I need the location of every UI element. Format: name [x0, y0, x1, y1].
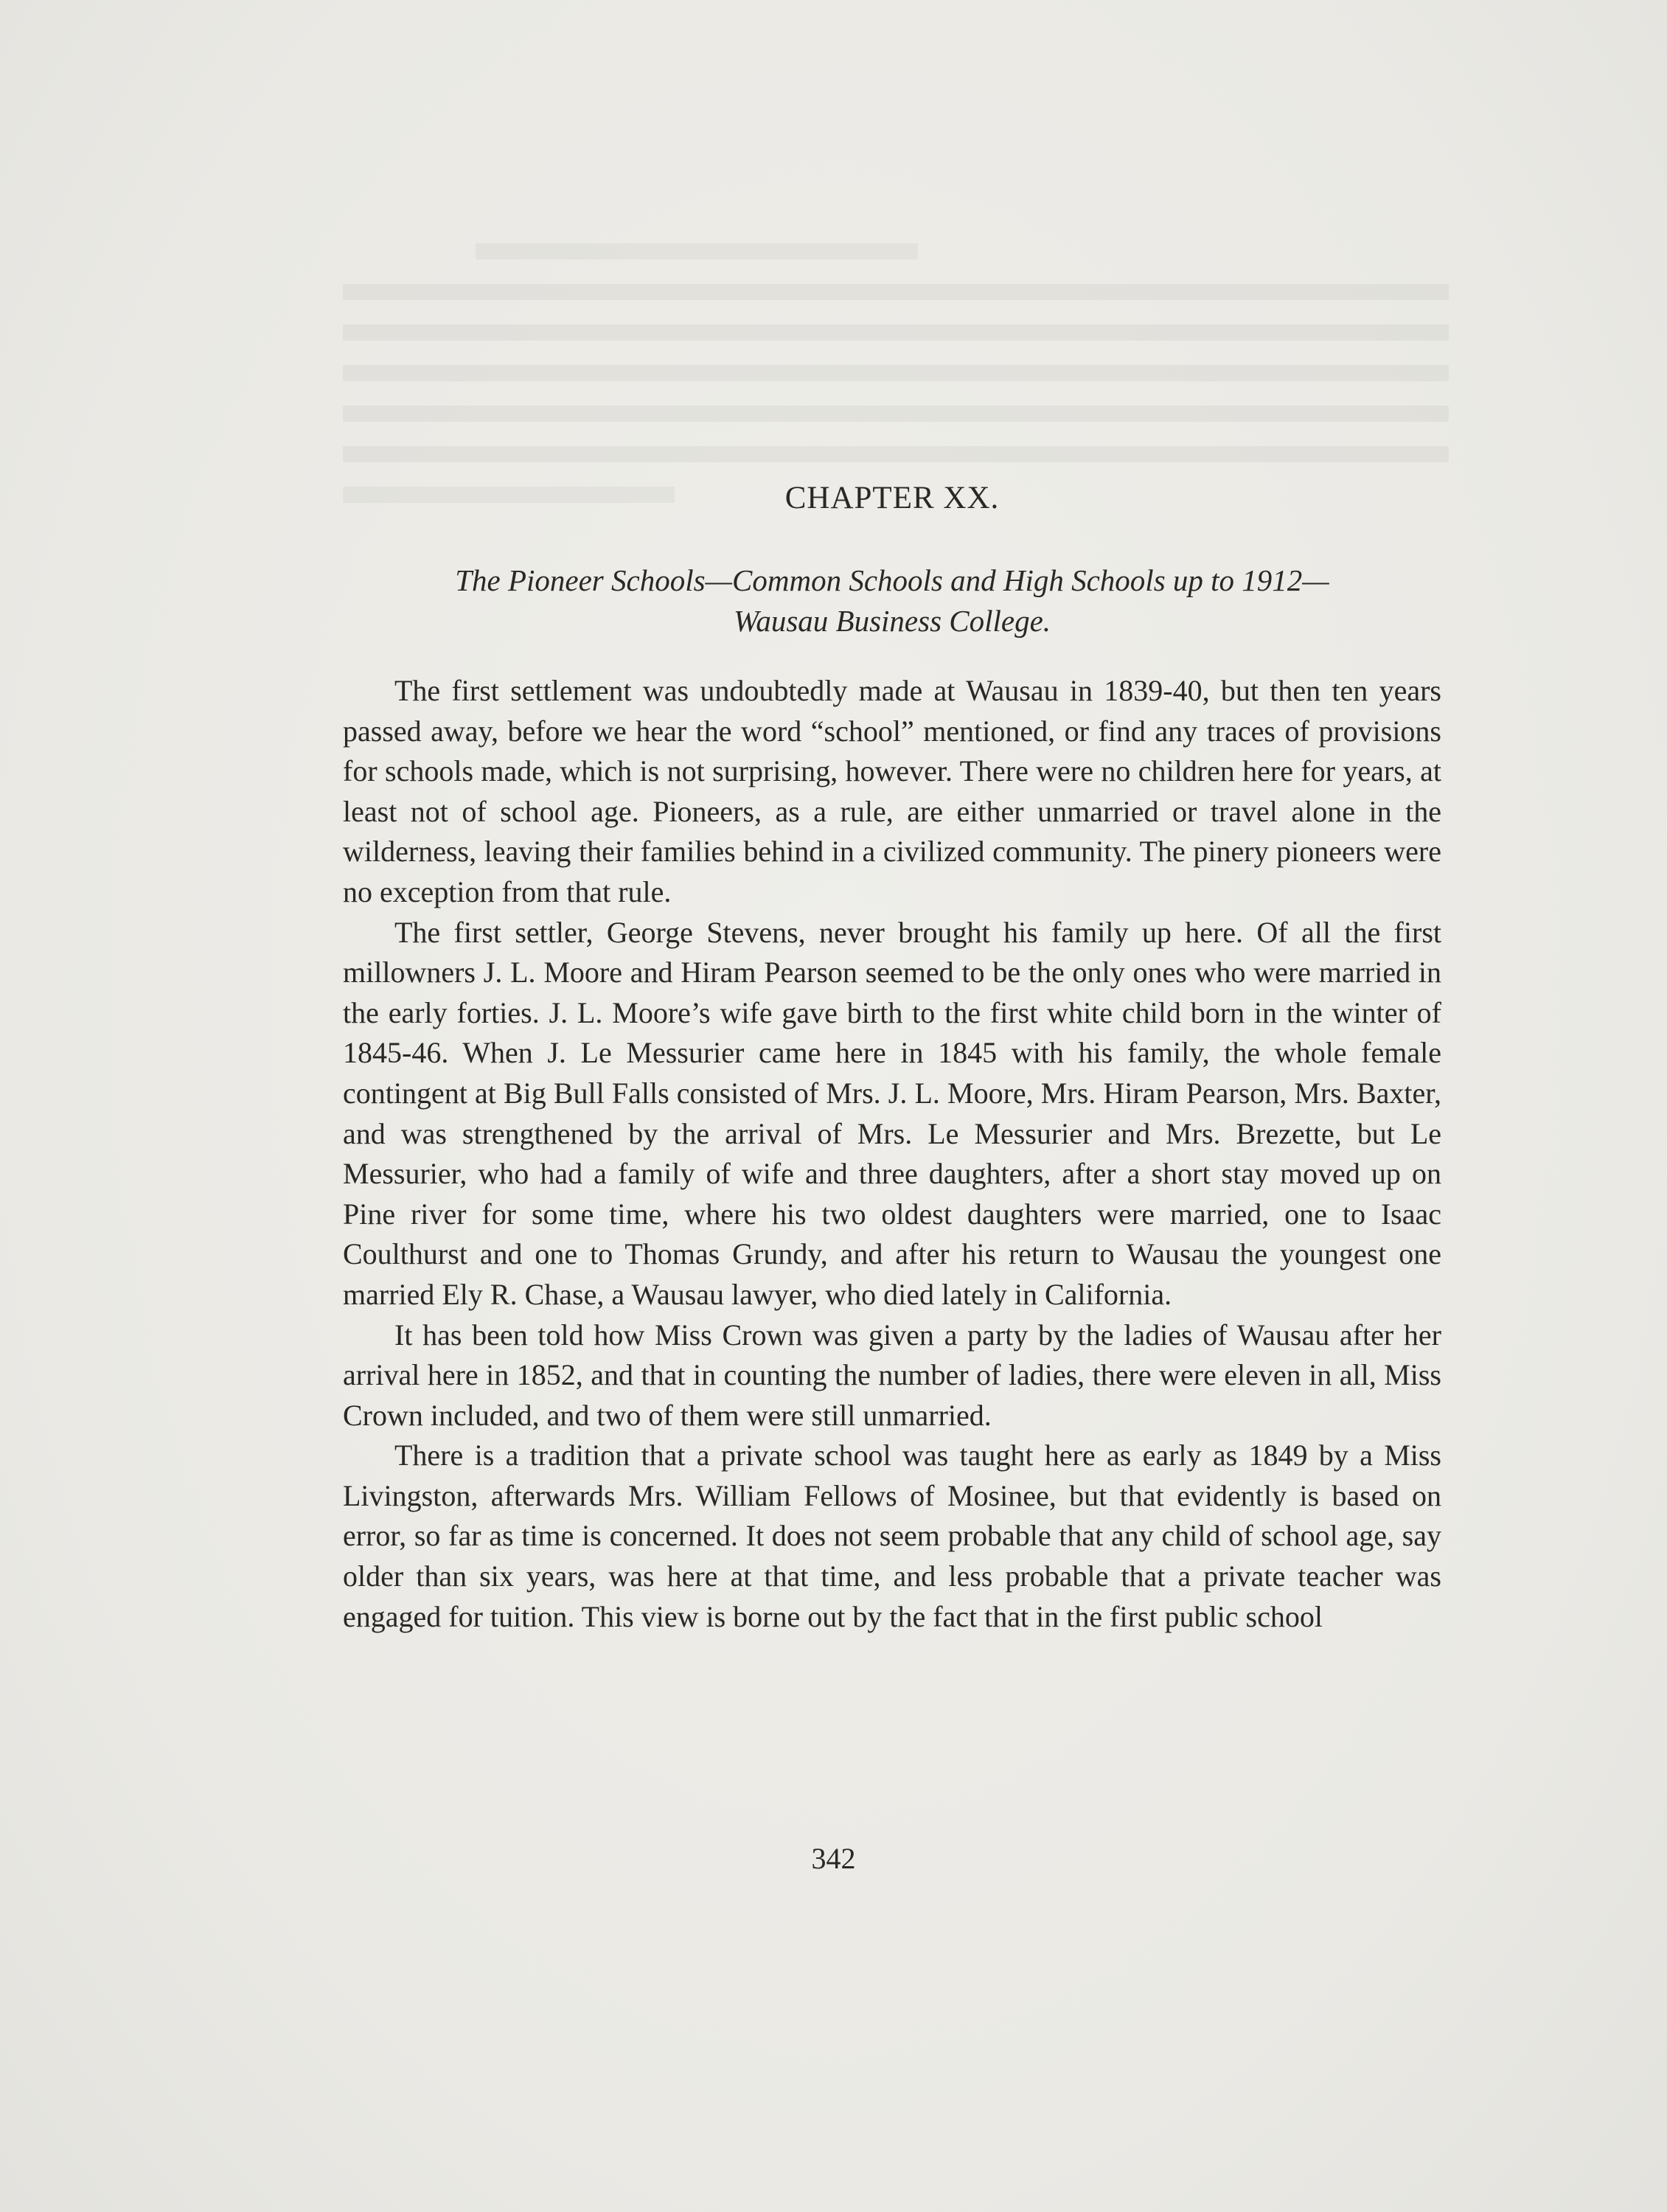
chapter-subtitle-line-1: The Pioneer Schools—Common Schools and High Schools up to 1912—	[455, 563, 1329, 597]
chapter-subtitle	[343, 560, 1441, 671]
paragraph-2: The first settler, George Stevens, never brought his family up here. Of all the first millowners J. L. Moore and Hiram Pearson seemed to be the only ones who were married in the early forties. J. L. Moore’s wife gave birth to the first white child born in the winter of 1845-46. When J. Le Messurier came here in 1845 with his family, the whole female contingent at Big Bull Falls consisted of Mrs. J. L. Moore, Mrs. Hiram Pearson, Mrs. Baxter, and was strengthened by the arrival of Mrs. Le Messurier and Mrs. Brezette, but Le Messurier, who had a family of wife and three daughters, after a short stay moved up on Pine river for some time, where his two oldest daughters were married, one to Isaac Coulthurst and one to Thomas Grundy, and after his return to Wausau the youngest one married Ely R. Chase, a Wausau lawyer, who died lately in California.	[343, 915, 1441, 1311]
paragraph-4: There is a tradition that a private school was taught here as early as 1849 by a Miss Livingston, afterwards Mrs. William Fellows of Mosinee, but that evidently is based on error, so far as time is concerned. It does not seem probable that any child of school age, say older than six years, was here at that time, and less probable that a private teacher was engaged for tuition. This view is borne out by the fact that in the first public school	[343, 1439, 1441, 1633]
page-number: 342	[811, 1842, 856, 1875]
paragraph-1: The first settlement was undoubtedly made at Wausau in 1839-40, but then ten years passed away, before we hear the word “school” mentioned, or find any traces of provisions for schools made, which is not surprising, however. There were no children here for years, at least not of school age. Pioneers, as a rule, are either unmarried or travel alone in the wilderness, leaving their families behind in a civilized community. The pinery pioneers were no exception from that rule.	[343, 674, 1441, 908]
page-content	[343, 472, 1441, 1637]
chapter-subtitle-line-2: Wausau Business College.	[733, 604, 1051, 638]
body-text	[343, 671, 1441, 1637]
chapter-heading: CHAPTER XX.	[784, 481, 1000, 515]
paragraph-3: It has been told how Miss Crown was given a party by the ladies of Wausau after her arrival here in 1852, and that in counting the number of ladies, there were eleven in all, Miss Crown included, and two of them were still unmarried.	[343, 1318, 1441, 1432]
